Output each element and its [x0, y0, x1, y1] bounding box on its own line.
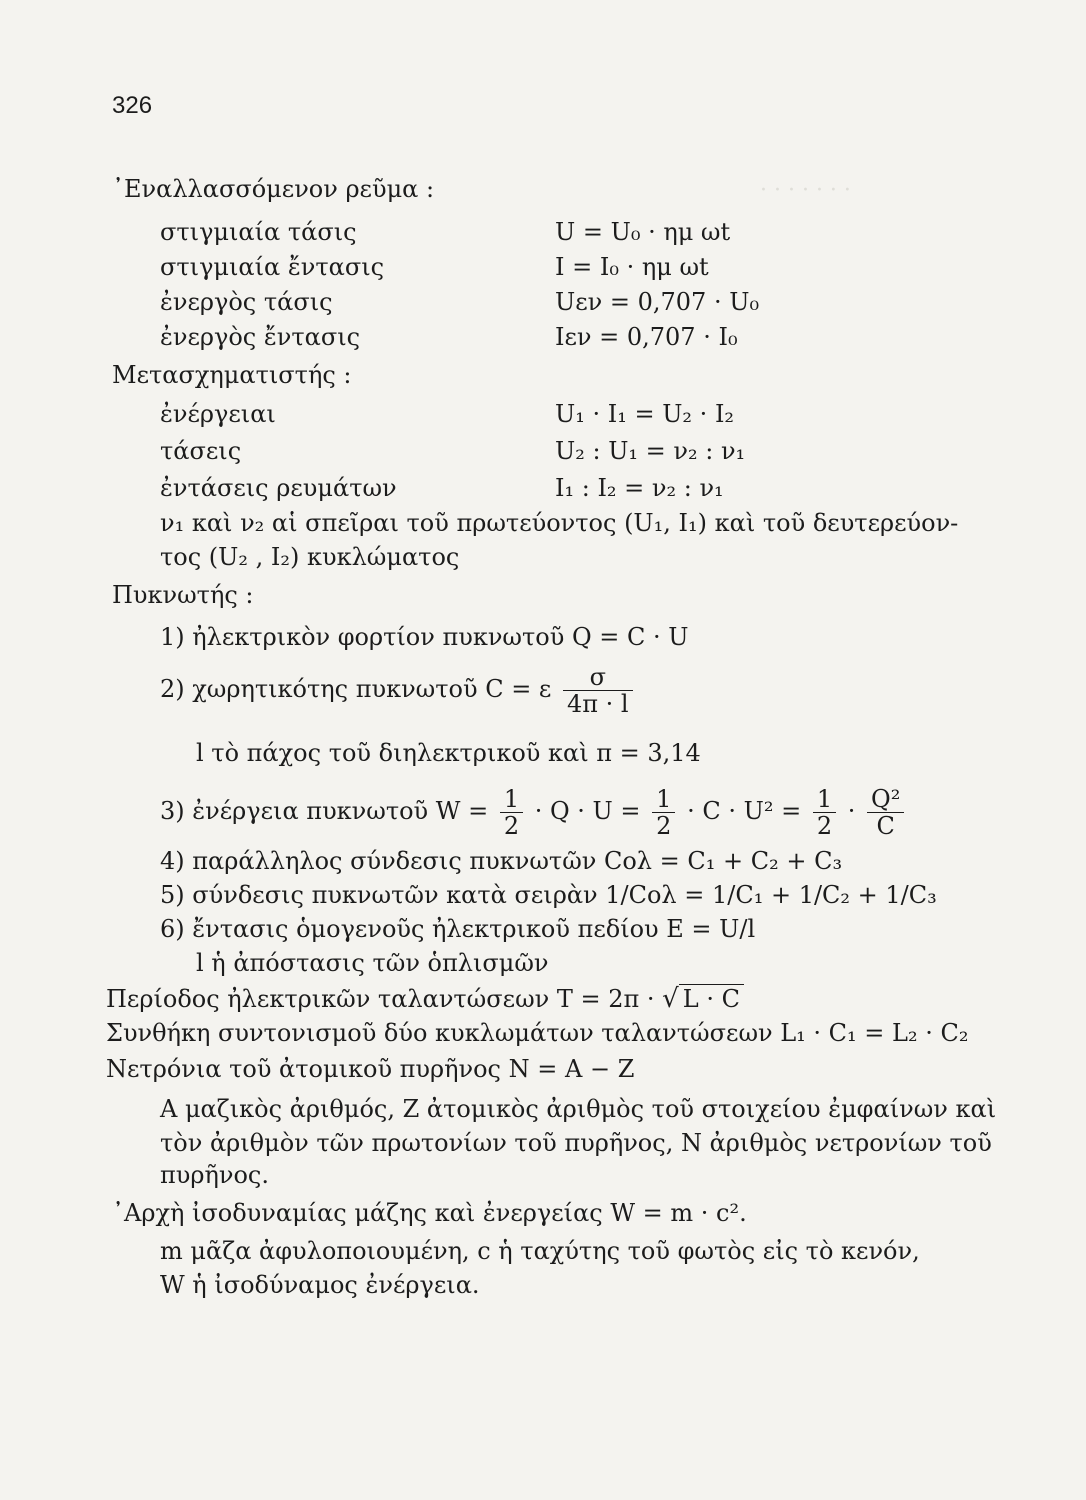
half-fraction	[652, 786, 675, 839]
energy-term-cu2: · C · U² =	[687, 797, 802, 825]
transformer-row-label: ἐντάσεις ρευμάτων	[160, 474, 397, 502]
capacitor-item-3	[160, 786, 908, 839]
mass-energy-note: W ἡ ἰσοδύναμος ἐνέργεια.	[160, 1271, 480, 1299]
fraction-denominator: 4π · l	[567, 690, 629, 718]
sqrt-argument: L · C	[679, 984, 744, 1013]
transformer-row-formula: I₁ : I₂ = ν₂ : ν₁	[555, 474, 724, 502]
oscillation-period-text: Περίοδος ἠλεκτρικῶν ταλαντώσεων T = 2π ·	[106, 985, 655, 1013]
ac-row-label: ἐνεργὸς ἔντασις	[160, 323, 361, 351]
capacitor-item-6-note: l ἡ ἀπόστασις τῶν ὁπλισμῶν	[196, 949, 549, 977]
transformer-row-label: τάσεις	[160, 437, 242, 465]
fraction-denominator: 2	[503, 812, 520, 840]
fraction-numerator: σ	[563, 664, 633, 691]
ac-row-formula: U = U₀ · ημ ωt	[555, 218, 731, 246]
transformer-row-label: ἐνέργειαι	[160, 400, 276, 428]
capacitor-item-5: 5) σύνδεσις πυκνωτῶν κατὰ σειρὰν 1/Cολ = 1/C₁ + 1/C₂ + 1/C₃	[160, 881, 937, 909]
energy-term-qu: · Q · U =	[534, 797, 641, 825]
sqrt-symbol: √	[662, 984, 679, 1014]
fraction-numerator: 1	[652, 786, 675, 813]
capacitor-item-2-text: 2) χωρητικότης πυκνωτοῦ C = ε	[160, 675, 552, 703]
transformer-row-formula: U₂ : U₁ = ν₂ : ν₁	[555, 437, 746, 465]
page-number: 326	[112, 92, 153, 119]
q2-over-c-fraction	[867, 786, 904, 839]
capacitor-item-6: 6) ἔντασις ὁμογενοῦς ἠλεκτρικοῦ πεδίου E = U/l	[160, 915, 756, 943]
resonance-condition: Συνθήκη συντονισμοῦ δύο κυκλωμάτων ταλαντώσεων L₁ · C₁ = L₂ · C₂	[106, 1019, 969, 1047]
nucleus-note: πυρῆνος.	[160, 1161, 269, 1189]
capacitor-item-2	[160, 664, 637, 717]
fraction-numerator: 1	[813, 786, 836, 813]
mass-energy-principle: ᾿Αρχὴ ἰσοδυναμίας μάζης καὶ ἐνεργείας W = m · c².	[112, 1199, 747, 1227]
mass-energy-note: m μᾶζα ἀφυλοποιουμένη, c ἡ ταχύτης τοῦ φωτὸς εἰς τὸ κενόν,	[160, 1237, 920, 1265]
fraction-denominator: 2	[816, 812, 833, 840]
half-fraction	[813, 786, 836, 839]
ac-row-formula: Iεν = 0,707 · I₀	[555, 323, 738, 351]
neutrons-formula: Νετρόνια τοῦ ἀτομικοῦ πυρῆνος N = A − Z	[106, 1055, 635, 1083]
fraction-numerator: 1	[500, 786, 523, 813]
nucleus-note: τὸν ἀριθμὸν τῶν πρωτονίων τοῦ πυρῆνος, N ἀριθμὸς νετρονίων τοῦ	[160, 1129, 992, 1157]
fraction-denominator: 2	[656, 812, 672, 840]
fraction-numerator: Q²	[867, 786, 904, 813]
ac-row-label: στιγμιαία τάσις	[160, 218, 357, 246]
transformer-heading: Μετασχηματιστής :	[112, 361, 352, 389]
capacitor-item-3-text: 3) ἐνέργεια πυκνωτοῦ W =	[160, 797, 489, 825]
capacitor-item-1: 1) ἠλεκτρικὸν φορτίον πυκνωτοῦ Q = C · U	[160, 623, 689, 651]
bleed-through-decoration: · · · · · · ·	[760, 178, 851, 203]
ac-row-formula: Uεν = 0,707 · U₀	[555, 288, 760, 316]
capacitance-fraction	[563, 664, 633, 717]
transformer-note: τος (U₂ , I₂) κυκλώματος	[160, 543, 460, 571]
nucleus-note: A μαζικὸς ἀριθμός, Z ἀτομικὸς ἀριθμὸς τοῦ στοιχείου ἐμφαίνων καὶ	[160, 1095, 997, 1123]
capacitor-heading: Πυκνωτής :	[112, 581, 254, 609]
ac-row-label: ἐνεργὸς τάσις	[160, 288, 333, 316]
capacitor-item-4: 4) παράλληλος σύνδεσις πυκνωτῶν Cολ = C₁ + C₂ + C₃	[160, 847, 843, 875]
oscillation-period	[106, 984, 744, 1014]
energy-term-dot: ·	[847, 797, 856, 825]
ac-row-formula: I = I₀ · ημ ωt	[555, 253, 709, 281]
ac-row-label: στιγμιαία ἔντασις	[160, 253, 385, 281]
transformer-note: ν₁ καὶ ν₂ αἱ σπεῖραι τοῦ πρωτεύοντος (U₁, I₁) καὶ τοῦ δευτερεύον-	[160, 509, 959, 537]
capacitor-item-2-note: l τὸ πάχος τοῦ διηλεκτρικοῦ καὶ π = 3,14	[196, 739, 701, 767]
ac-current-heading: ᾿Εναλλασσόμενον ρεῦμα :	[112, 175, 435, 203]
transformer-row-formula: U₁ · I₁ = U₂ · I₂	[555, 400, 735, 428]
fraction-denominator: C	[876, 812, 895, 840]
half-fraction	[500, 786, 523, 839]
